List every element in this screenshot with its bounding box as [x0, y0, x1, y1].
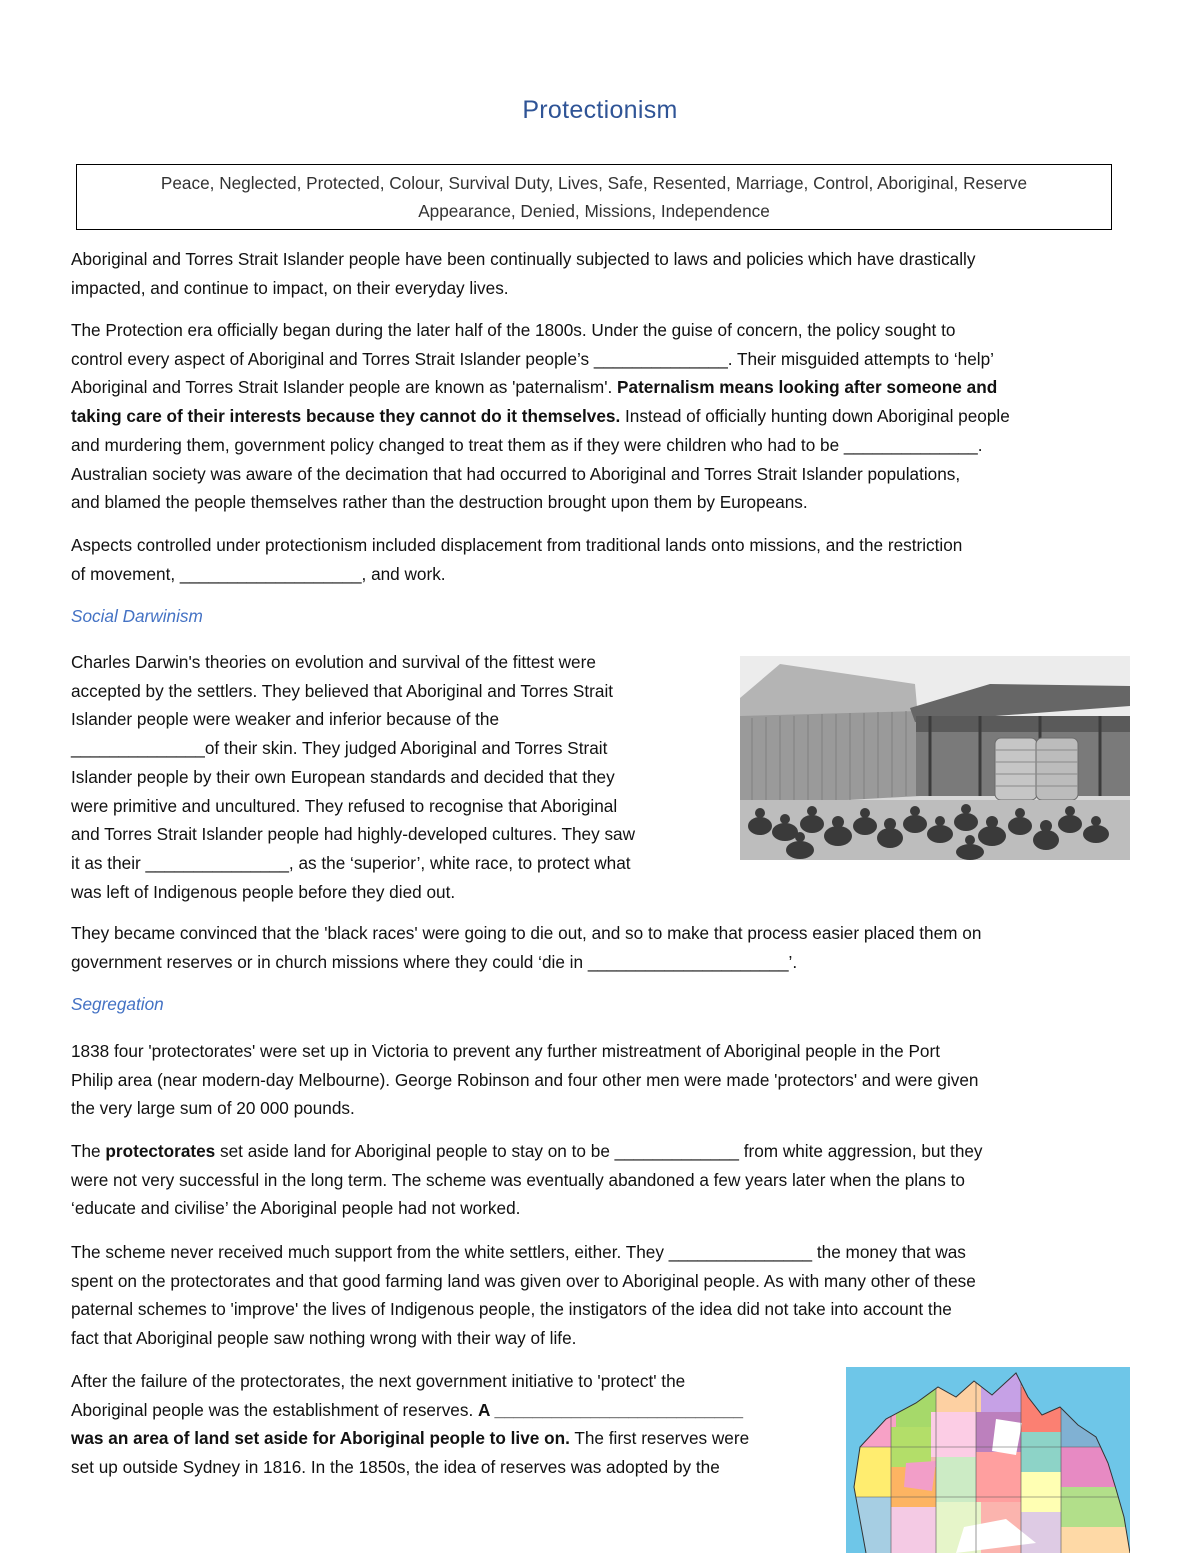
text-line: [71, 1424, 749, 1453]
text-run: Instead of officially hunting down Aboriginal people: [620, 406, 1010, 427]
text-line: Aboriginal and Torres Strait Islander people have been continually subjected to laws and policies which have drastically: [71, 249, 976, 269]
bold-term: protectorates: [105, 1141, 216, 1161]
text-line: [71, 373, 1010, 402]
text-line: control every aspect of Aboriginal and Torres Strait Islander people’s ______________. Their misguided attempts to ‘help’: [71, 348, 994, 369]
intro-paragraph: [71, 245, 975, 302]
word-bank-line: Peace, Neglected, Protected, Colour, Survival Duty, Lives, Safe, Resented, Marriage, Control, Aboriginal, Reserve: [160, 173, 1028, 193]
bold-definition: A __________________________: [478, 1399, 744, 1420]
text-line: were primitive and uncultured. They refused to recognise that Aboriginal: [71, 795, 618, 816]
text-line: The scheme never received much support from the white settlers, either. They _______________ the money that was: [71, 1242, 966, 1262]
text-run: The: [71, 1141, 106, 1161]
text-line: the very large sum of 20 000 pounds.: [71, 1098, 355, 1119]
heading-segregation: Segregation: [71, 994, 164, 1014]
protectorates-aside-paragraph: [71, 1137, 983, 1223]
text-line: and blamed the people themselves rather than the destruction brought upon them by Europeans.: [71, 492, 808, 513]
text-line: ‘educate and civilise’ the Aboriginal people had not worked.: [71, 1198, 521, 1219]
protection-era-paragraph: [71, 316, 1010, 517]
bold-definition: taking care of their interests because they cannot do it themselves.: [71, 406, 621, 427]
text-line: it as their _______________, as the ‘superior’, white race, to protect what: [71, 852, 631, 873]
text-line: [71, 1137, 983, 1166]
text-line: ______________of their skin. They judged Aboriginal and Torres Strait: [71, 738, 608, 759]
text-line: Australian society was aware of the decimation that had occurred to Aboriginal and Torres Strait Islander populations,: [71, 463, 961, 484]
text-line: and Torres Strait Islander people had highly-developed cultures. They saw: [71, 824, 636, 845]
text-line: [71, 1396, 749, 1425]
text-line: They became convinced that the 'black races' were going to die out, and so to make that process easier placed them on: [71, 923, 982, 943]
text-line: Philip area (near modern-day Melbourne). George Robinson and four other men were made 'protectors' and were given: [71, 1069, 979, 1090]
text-line: paternal schemes to 'improve' the lives of Indigenous people, the instigators of the idea did not take into account the: [71, 1299, 952, 1320]
text-line: [71, 402, 1010, 431]
text-line: of movement, ___________________, and work.: [71, 563, 446, 584]
text-line: 1838 four 'protectorates' were set up in Victoria to prevent any further mistreatment of Aboriginal people in the Port: [71, 1041, 940, 1061]
scheme-support-paragraph: [71, 1238, 976, 1353]
text-line: fact that Aboriginal people saw nothing wrong with their way of life.: [71, 1328, 577, 1349]
text-line: After the failure of the protectorates, the next government initiative to 'protect' the: [71, 1371, 686, 1391]
text-line: and murdering them, government policy changed to treat them as if they were children who had to be ______________.: [71, 434, 983, 455]
text-run: Aboriginal people was the establishment of reserves.: [71, 1399, 478, 1420]
text-run: set aside land for Aboriginal people to stay on to be _____________ from white aggression, but they: [215, 1141, 983, 1161]
aboriginal-language-map: [846, 1367, 1130, 1553]
text-line: set up outside Sydney in 1816. In the 1850s, the idea of reserves was adopted by the: [71, 1457, 720, 1478]
text-line: accepted by the settlers. They believed that Aboriginal and Torres Strait: [71, 680, 614, 701]
page-title: Protectionism: [522, 96, 678, 124]
word-bank: [76, 164, 1112, 230]
reserves-paragraph: [71, 1367, 749, 1482]
darwinism-paragraph: [71, 648, 635, 906]
heading-social-darwinism: Social Darwinism: [71, 606, 203, 626]
text-line: was left of Indigenous people before they died out.: [71, 881, 456, 902]
text-line: Aspects controlled under protectionism included displacement from traditional lands onto missions, and the restriction: [71, 535, 963, 555]
protectorates-1838-paragraph: [71, 1037, 979, 1123]
text-line: were not very successful in the long term. The scheme was eventually abandoned a few years later when the plans to: [71, 1169, 965, 1190]
text-line: impacted, and continue to impact, on their everyday lives.: [71, 277, 509, 298]
text-line: Charles Darwin's theories on evolution and survival of the fittest were: [71, 652, 596, 672]
text-line: Islander people by their own European standards and decided that they: [71, 766, 615, 787]
text-line: Islander people were weaker and inferior because of the: [71, 709, 500, 730]
text-line: The Protection era officially began during the later half of the 1800s. Under the guise of concern, the policy sought to: [71, 320, 956, 340]
text-run: The first reserves were: [569, 1428, 750, 1449]
text-line: spent on the protectorates and that good farming land was given over to Aboriginal people. As with many other of these: [71, 1270, 976, 1291]
bold-definition: was an area of land set aside for Aboriginal people to live on.: [71, 1428, 570, 1449]
black-races-paragraph: [71, 919, 981, 976]
mission-photo: [740, 656, 1130, 860]
bold-definition: Paternalism means looking after someone and: [617, 377, 998, 398]
word-bank-line: Appearance, Denied, Missions, Independence: [418, 201, 770, 221]
text-run: Aboriginal and Torres Strait Islander people are known as 'paternalism'.: [71, 377, 618, 398]
aspects-paragraph: [71, 531, 962, 588]
text-line: government reserves or in church missions where they could ‘die in _____________________’.: [71, 951, 798, 972]
